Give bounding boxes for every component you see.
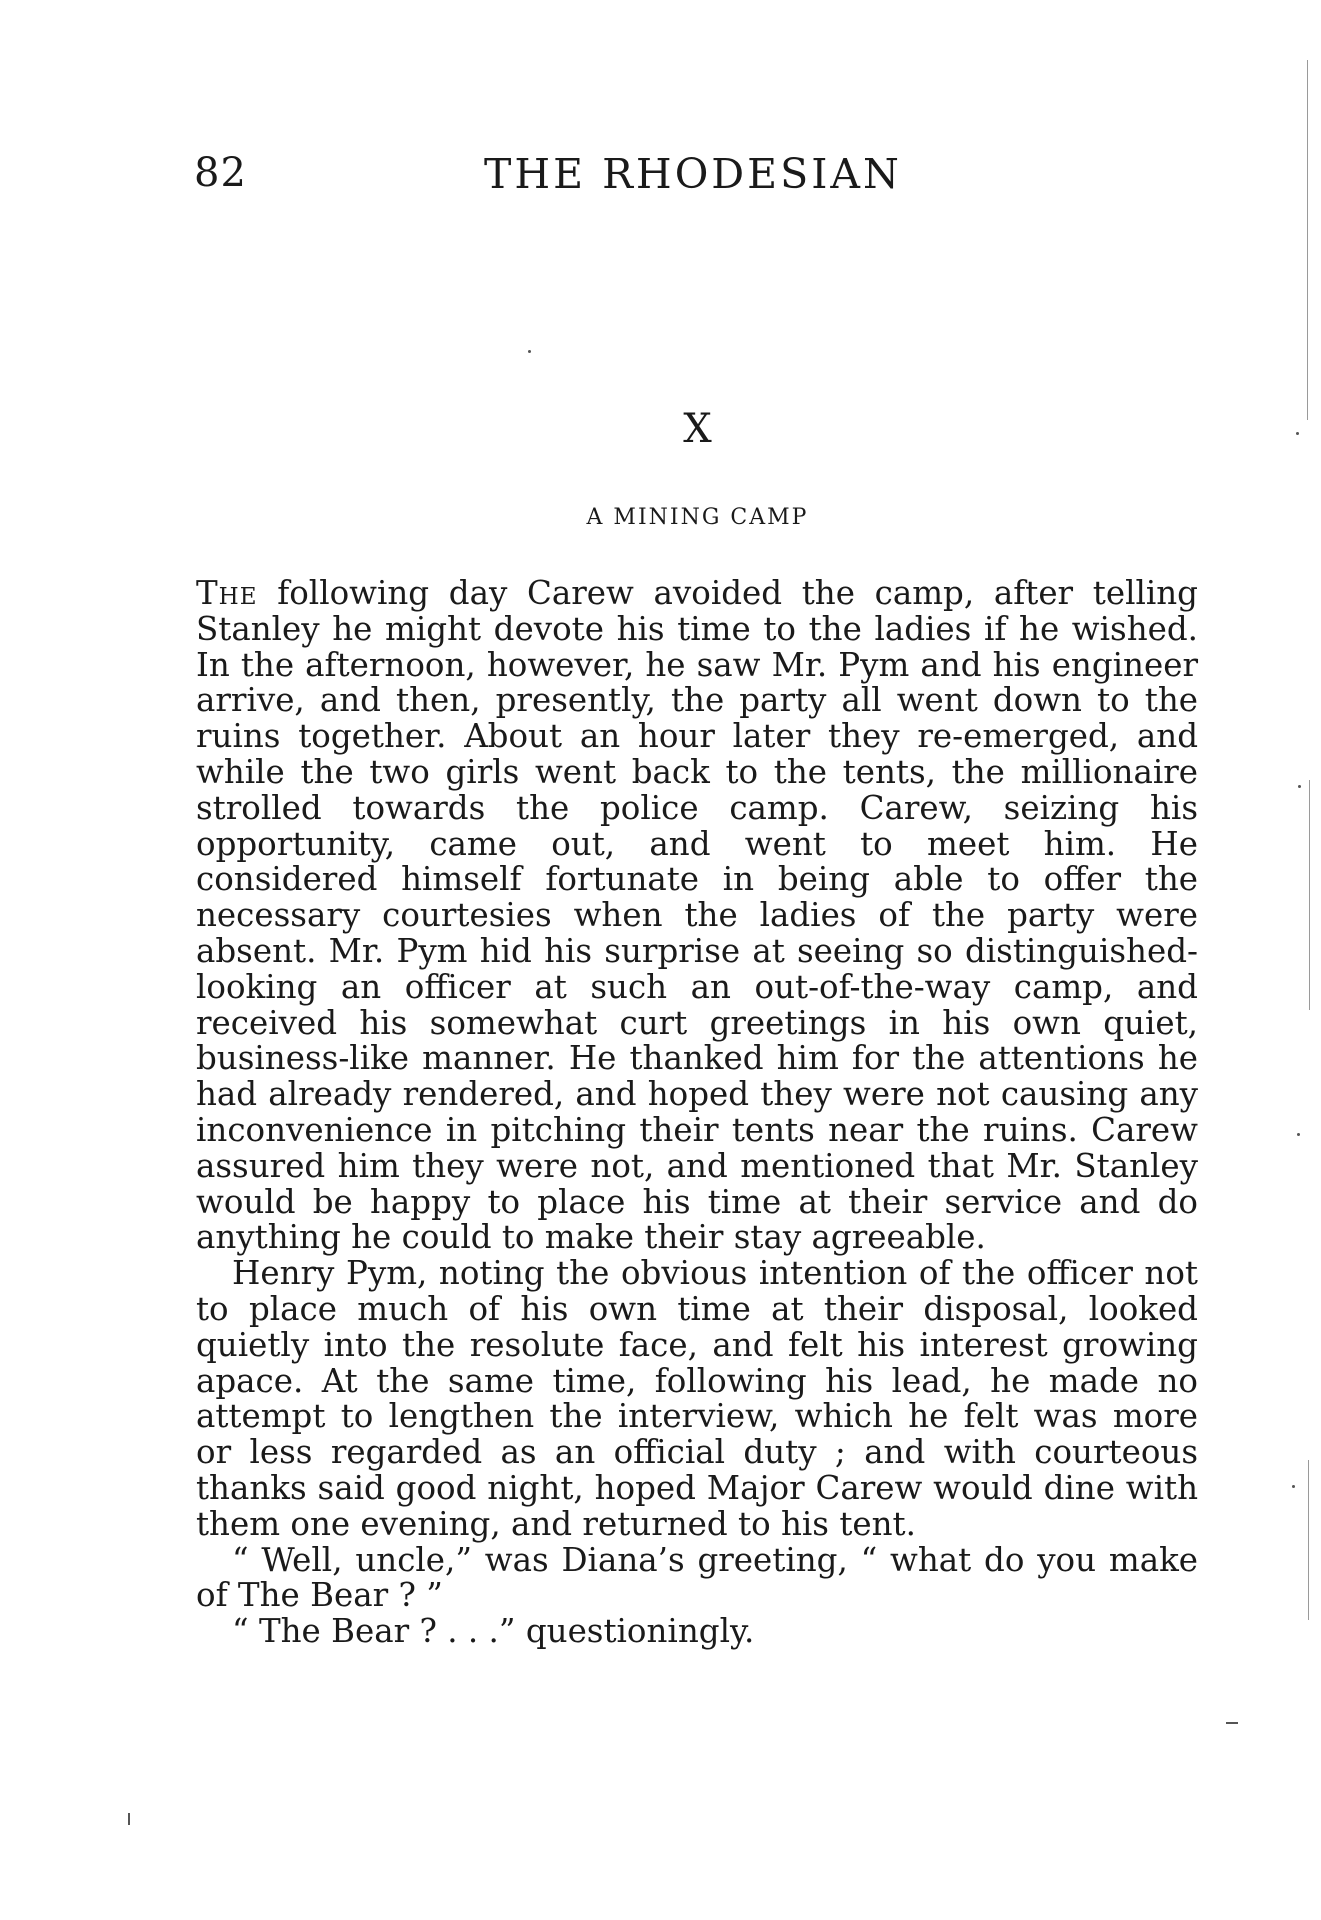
- paragraph-2: Henry Pym, noting the obvious intention of the officer not to place much of his own time at their disposal, looked quietly into the resolute face, and felt his interest growing apace. At the same time, following his lead, he made no attempt to lengthen the interview, which he felt was more or less regarded as an official duty ; and with courteous thanks said good night, hoped Major Carew would dine with them one evening, and returned to his tent.: [196, 1254, 1198, 1543]
- chapter-title: A MINING CAMP: [586, 505, 809, 530]
- scan-speck: [1292, 1485, 1295, 1488]
- scan-speck: [528, 350, 531, 353]
- scan-edge-line: [1307, 60, 1308, 420]
- paragraph-4: “ The Bear ? . . .” questioningly.: [232, 1612, 755, 1651]
- paragraph-1: [196, 576, 1198, 1256]
- scan-speck: [1226, 1722, 1238, 1724]
- chapter-number: X: [683, 406, 712, 452]
- scan-speck: [1298, 785, 1301, 788]
- body-text: [196, 576, 1198, 1650]
- scan-speck: [1296, 432, 1299, 435]
- scan-speck: [128, 1813, 130, 1825]
- scan-edge-line: [1309, 780, 1310, 1010]
- paragraph-1-text: following day Carew avoided the camp, after telling Stanley he might devote his time to the ladies if he wished. In the afternoon, however, he saw Mr. Pym and his engineer arrive, and then, presently, the party all went down to the ruins together. About an hour later they re-emerged, and while the two girls went back to the tents, the millionaire strolled towards the police camp. Carew, seizing his opportunity, came out, and went to meet him. He considered himself fortunate in being able to offer the necessary courtesies when the ladies of the party were absent. Mr. Pym hid his surprise at seeing so distinguished-looking an officer at such an out-of-the-way camp, and received his somewhat curt greetings in his own quiet, business-like manner. He thanked him for the attentions he had already rendered, and hoped they were not causing any inconvenience in pitching their tents near the ruins. Carew assured him they were not, and mentioned that Mr. Stanley would be happy to place his time at their service and do anything he could to make their stay agreeable.: [196, 574, 1198, 1257]
- page-number: 82: [194, 150, 247, 196]
- paragraph-lead-word: The: [196, 574, 258, 612]
- running-title: THE RHODESIAN: [484, 150, 902, 198]
- scan-speck: [1297, 1133, 1300, 1136]
- scan-edge-line: [1308, 1460, 1309, 1620]
- paragraph-3: “ Well, uncle,” was Diana’s greeting, “ what do you make of The Bear ? ”: [196, 1540, 1198, 1615]
